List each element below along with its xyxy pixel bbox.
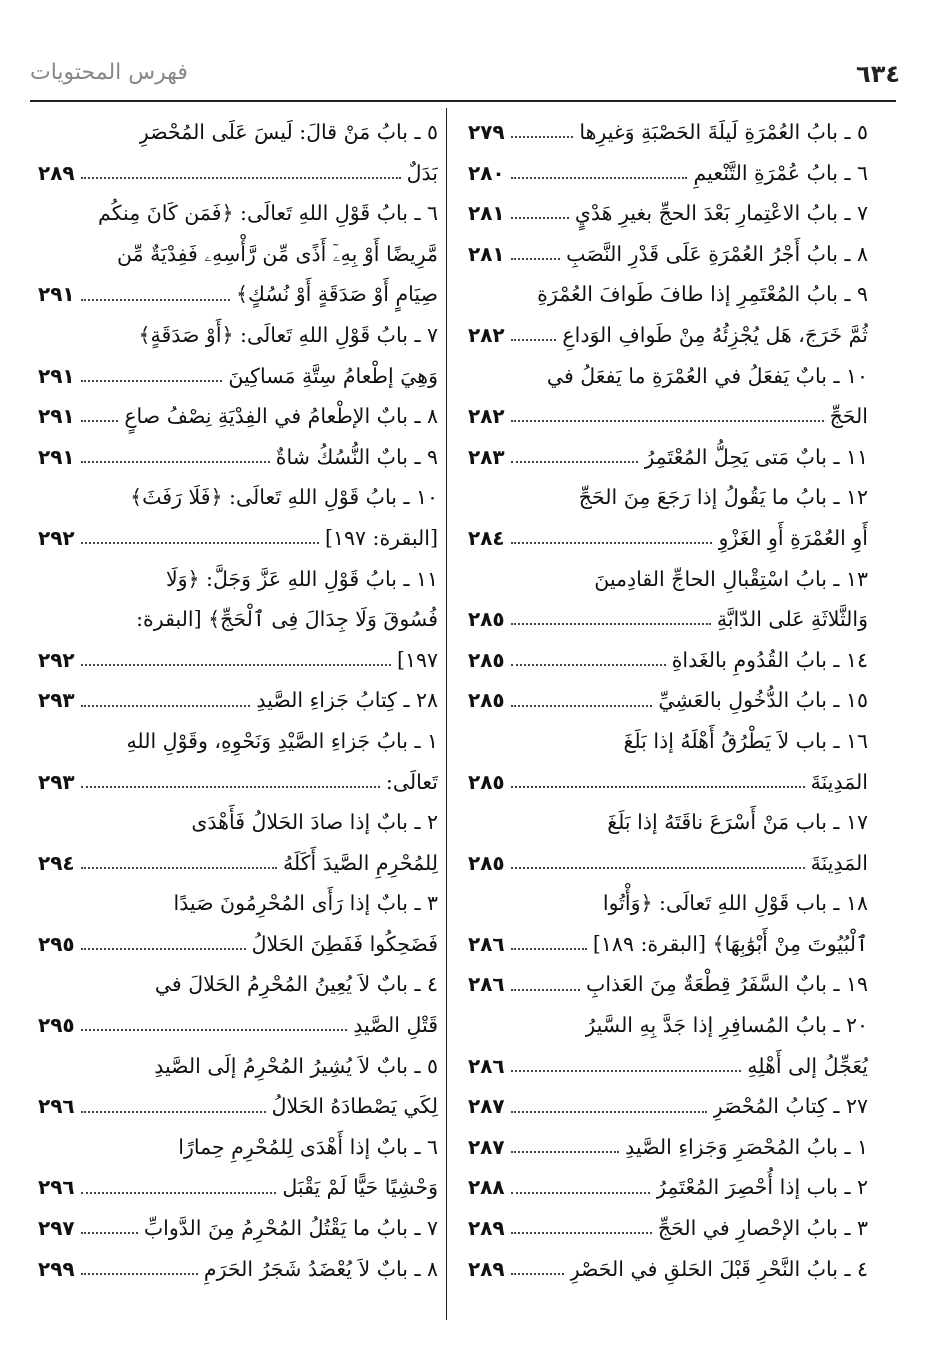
toc-entry-text: ٦ ـ بابُ قَوْلِ اللهِ تَعالَى: ﴿فَمَن كَانَ مِنكُم <box>98 201 438 226</box>
dot-leader <box>511 217 569 219</box>
dot-leader <box>81 948 246 950</box>
dot-leader <box>511 1232 652 1234</box>
toc-entry-line <box>468 964 868 1005</box>
dot-leader <box>511 948 587 950</box>
toc-page-number: ٢٩٦ <box>38 1175 75 1200</box>
toc-entry-text: ١١ ـ بابٌ مَتى يَحِلُّ المُعْتَمِرُ <box>644 444 868 469</box>
toc-entry-line <box>468 518 868 559</box>
dot-leader <box>81 786 380 788</box>
toc-entry-line <box>468 1167 868 1208</box>
dot-leader <box>81 420 119 422</box>
toc-page-number: ٢٨٩ <box>468 1256 505 1281</box>
toc-entry-line <box>468 883 868 924</box>
toc-entry-text: تَعالَى: <box>385 769 438 794</box>
toc-entry-line <box>38 721 438 762</box>
toc-entry-line <box>38 112 438 153</box>
dot-leader <box>81 664 391 666</box>
toc-entry-line <box>38 518 438 559</box>
toc-entry-text: ٣ ـ بابٌ إذا رَأَى المُحْرِمُونَ صَيدًا <box>173 891 438 916</box>
toc-entry-line <box>468 680 868 721</box>
toc-entry-line <box>468 356 868 397</box>
toc-page-number: ٢٨٦ <box>468 931 505 956</box>
toc-entry-line <box>468 721 868 762</box>
toc-entry-text: ٥ ـ بابٌ لاَ يُشِيرُ المُحْرِمُ إلَى الصَّيدِ <box>154 1053 438 1078</box>
toc-entry-line <box>38 315 438 356</box>
toc-entry-text: بَدَلٌ <box>406 160 438 185</box>
toc-page-number: ٢٨٥ <box>468 850 505 875</box>
toc-page-number: ٢٩٩ <box>38 1256 75 1281</box>
toc-page-number: ٢٨٢ <box>468 322 505 347</box>
dot-leader <box>511 705 653 707</box>
toc-page-number: ٢٩٦ <box>38 1094 75 1119</box>
toc-entry-text: ٧ ـ بابُ قَوْلِ اللهِ تَعالَى: ﴿أَوْ صَدَقَةٍ﴾ <box>138 322 438 347</box>
toc-entry-line <box>468 1005 868 1046</box>
toc-entry-text: ١٧ ـ باب مَنْ أَسْرَعَ ناقَتَهُ إذا بَلَغَ <box>607 810 868 835</box>
toc-page-number: ٢٩٢ <box>38 647 75 672</box>
toc-entry-text: لِلمُحْرِمِ الصَّيدَ أَكَلَهُ <box>282 850 438 875</box>
dot-leader <box>511 461 639 463</box>
dot-leader <box>511 786 805 788</box>
toc-entry-line <box>468 924 868 965</box>
toc-entry-line <box>38 924 438 965</box>
toc-entry-line <box>468 396 868 437</box>
toc-entry-text: المَدِينَةَ <box>810 769 868 794</box>
toc-entry-text: [البقرة: ١٩٧] <box>324 525 438 550</box>
toc-entry-text: ١٩٧] <box>396 647 438 672</box>
toc-entry-text: ٦ ـ بابُ عُمْرَةِ التَّنْعيمِ <box>693 160 868 185</box>
toc-entry-line <box>38 437 438 478</box>
toc-entry-text: ١٠ ـ بابٌ يَفعَلُ في العُمْرَةِ ما يَفعَلُ في <box>546 363 868 388</box>
toc-entry-line <box>38 680 438 721</box>
toc-entry-text: مَّرِيضًا أَوْ بِهِۦٓ أَذًى مِّن رَّأْسِهِۦ فَفِدْيَةٌ مِّن <box>117 241 438 266</box>
dot-leader <box>511 989 580 991</box>
dot-leader <box>511 420 824 422</box>
dot-leader <box>511 1273 564 1275</box>
toc-entry-line <box>38 559 438 600</box>
toc-page-number: ٢٩٧ <box>38 1216 75 1241</box>
running-head: فهرس المحتويات <box>30 60 188 85</box>
column-divider <box>446 108 447 1320</box>
toc-entry-line <box>38 599 438 640</box>
toc-entry-line <box>468 315 868 356</box>
dot-leader <box>511 258 560 260</box>
toc-entry-text: ٢ ـ باب إذا أُحْصِرَ المُعْتَمِرُ <box>656 1175 868 1200</box>
toc-page-number: ٢٩٣ <box>38 769 75 794</box>
toc-entry-text: ٱلْبُيُوتَ مِنْ أَبْوَٰبِهَا﴾ [البقرة: ١٨٩] <box>592 931 868 956</box>
toc-entry-text: ٢٨ ـ كِتابُ جَزاءِ الصَّيدِ <box>256 688 438 713</box>
toc-entry-line <box>468 762 868 803</box>
toc-entry-line <box>38 964 438 1005</box>
toc-page-number: ٢٩١ <box>38 444 75 469</box>
toc-page-number: ٢٩٥ <box>38 931 75 956</box>
dot-leader <box>81 1232 138 1234</box>
toc-entry-line <box>38 1127 438 1168</box>
dot-leader <box>81 542 319 544</box>
toc-entry-line <box>38 1005 438 1046</box>
toc-entry-text: ١٨ ـ باب قَوْلِ اللهِ تَعالَى: ﴿وَأْتُوا <box>602 891 868 916</box>
toc-page-number: ٢٨٧ <box>468 1134 505 1159</box>
toc-entry-line <box>38 153 438 194</box>
toc-entry-line <box>468 1127 868 1168</box>
toc-entry-text: ١٢ ـ بابُ ما يَقُولُ إذا رَجَعَ مِنَ الحَجِّ <box>578 485 868 510</box>
toc-page-number: ٢٨٥ <box>468 769 505 794</box>
dot-leader <box>511 177 688 179</box>
toc-entry-text: وَالثَّلاثَةِ عَلى الدّابَّةِ <box>716 607 868 632</box>
toc-entry-line <box>38 640 438 681</box>
toc-page-number: ٢٧٩ <box>468 120 505 144</box>
toc-right-column <box>468 112 868 1289</box>
toc-entry-line <box>38 1086 438 1127</box>
toc-entry-text: ٧ ـ بابُ الاعْتِمارِ بَعْدَ الحجِّ بغيرِ هَدْيٍ <box>574 201 868 226</box>
dot-leader <box>81 177 401 179</box>
dot-leader <box>511 867 805 869</box>
toc-entry-text: ٨ ـ بابٌ الإطْعامُ في الفِدْيَةِ نِصْفُ صاعٍ <box>124 404 438 429</box>
dot-leader <box>81 1029 348 1031</box>
dot-leader <box>81 867 277 869</box>
toc-entry-line <box>38 193 438 234</box>
toc-entry-line <box>38 1167 438 1208</box>
toc-page-number: ٢٨٩ <box>468 1216 505 1241</box>
toc-entry-text: أَوِ العُمْرَةِ أَوِ الغَزْوِ <box>718 525 868 550</box>
toc-entry-text: ١٦ ـ باب لاَ يَطْرُقُ أَهْلَهُ إذا بَلَغَ <box>623 728 868 753</box>
toc-page-number: ٢٩١ <box>38 404 75 429</box>
toc-entry-text: المَدِينَةَ <box>810 850 868 875</box>
dot-leader <box>511 623 711 625</box>
toc-entry-line <box>468 1208 868 1249</box>
toc-page-number: ٢٨٠ <box>468 160 505 185</box>
toc-page-number: ٢٩١ <box>38 363 75 388</box>
toc-entry-text: ثُمَّ خَرَجَ، هَل يُجْزِئُهُ مِنْ طَوافِ الوَداعِ <box>562 322 868 347</box>
toc-entry-line <box>468 1249 868 1290</box>
toc-page-number: ٢٨٦ <box>468 972 505 997</box>
dot-leader <box>511 1070 742 1072</box>
toc-entry-line <box>468 1086 868 1127</box>
toc-page-number: ٢٨٣ <box>468 444 505 469</box>
toc-entry-line <box>468 1046 868 1087</box>
toc-page-number: ٢٨٤ <box>468 525 505 550</box>
dot-leader <box>81 299 230 301</box>
toc-left-column <box>38 112 438 1289</box>
toc-entry-line <box>38 356 438 397</box>
toc-entry-line <box>468 153 868 194</box>
toc-entry-text: ١ ـ بابُ جَزاءِ الصَّيْدِ وَنَحْوِهِ، وقَوْلِ اللهِ <box>126 728 438 753</box>
toc-entry-line <box>468 843 868 884</box>
toc-entry-line <box>38 477 438 518</box>
toc-entry-line <box>38 843 438 884</box>
toc-entry-text: ٦ ـ بابٌ إذا أَهْدَى لِلمُحْرِمِ حِمارًا <box>178 1134 438 1159</box>
toc-page-number: ٢٩٢ <box>38 525 75 550</box>
toc-entry-text: فَضَحِكُوا فَفَطِنَ الحَلالُ <box>251 931 438 956</box>
toc-page-number: ٢٨٩ <box>38 160 75 185</box>
toc-page-number: ٢٨١ <box>468 201 505 226</box>
toc-entry-text: ٤ ـ بابٌ لاَ يُعِينُ المُحْرِمُ الحَلالَ في <box>154 972 438 997</box>
toc-entry-line <box>468 559 868 600</box>
toc-entry-text: ٩ ـ بابٌ النُّسُكُ شاةٌ <box>275 444 438 469</box>
toc-entry-line <box>468 802 868 843</box>
toc-entry-text: ٤ ـ بابُ النَّحْرِ قَبْلَ الحَلقِ في الحَصْرِ <box>569 1256 868 1281</box>
toc-entry-line <box>38 274 438 315</box>
toc-entry-text: فُسُوقَ وَلَا جِدَالَ فِى ٱلْحَجِّ﴾ [البقرة: <box>136 607 438 632</box>
dot-leader <box>81 1192 277 1194</box>
toc-page-number: ٢٨٥ <box>468 688 505 713</box>
toc-entry-text: ٨ ـ بابُ أَجْرُ العُمْرَةِ عَلَى قَدْرِ النَّصَبِ <box>566 241 868 266</box>
dot-leader <box>511 136 574 138</box>
dot-leader <box>511 1151 620 1153</box>
toc-entry-text: لِكَي يَصْطادَهُ الحَلالُ <box>271 1094 438 1119</box>
toc-entry-line <box>38 234 438 275</box>
toc-entry-text: ٩ ـ بابُ المُعْتَمِرِ إذا طافَ طَوافَ العُمْرَةِ <box>537 282 868 307</box>
dot-leader <box>81 461 270 463</box>
dot-leader <box>81 1111 266 1113</box>
toc-entry-text: ١٠ ـ بابُ قَوْلِ اللهِ تَعالَى: ﴿فَلَا رَفَثَ﴾ <box>130 485 438 510</box>
toc-entry-line <box>38 1249 438 1290</box>
toc-entry-text: ١٩ ـ بابٌ السَّفَرُ قِطْعَةٌ مِنَ العَذابِ <box>586 972 868 997</box>
toc-entry-text: ٣ ـ بابُ الإحْصارِ في الحَجِّ <box>657 1216 868 1241</box>
toc-page-number: ٢٨٥ <box>468 607 505 632</box>
dot-leader <box>511 542 713 544</box>
dot-leader <box>511 1192 651 1194</box>
toc-entry-line <box>468 640 868 681</box>
toc-entry-text: ١ ـ بابُ المُحْصَرِ وَجَزاءِ الصَّيدِ <box>625 1134 868 1159</box>
toc-entry-line <box>468 193 868 234</box>
header-rule <box>30 100 896 102</box>
toc-entry-line <box>38 802 438 843</box>
toc-entry-text: وَحْشِيًا حَيًّا لَمْ يَقْبَل <box>282 1175 438 1200</box>
toc-entry-line <box>468 599 868 640</box>
toc-entry-line <box>38 1208 438 1249</box>
toc-page-number: ٢٨٨ <box>468 1175 505 1200</box>
toc-page-number: ٢٩٥ <box>38 1013 75 1038</box>
toc-entry-text: ١١ ـ بابُ قَوْلِ اللهِ عَزَّ وَجَلَّ: ﴿وَلَا <box>165 566 438 591</box>
dot-leader <box>511 339 557 341</box>
toc-entry-text: يُعَجِّلُ إلى أَهْلِهِ <box>747 1053 868 1078</box>
dot-leader <box>81 705 251 707</box>
toc-entry-text: ٢ ـ بابٌ إذا صادَ الحَلالُ فَأَهْدَى <box>191 810 438 835</box>
toc-page-number: ٢٩٣ <box>38 688 75 713</box>
toc-entry-text: الحَجِّ <box>829 404 868 429</box>
toc-entry-text: ٢٠ ـ بابُ المُسافِرِ إذا جَدَّ بِهِ السَّيرُ <box>585 1013 868 1038</box>
toc-page-number: ٢٩٤ <box>38 850 75 875</box>
toc-entry-text: قَتْلِ الصَّيدِ <box>353 1013 438 1038</box>
toc-page-number: ٢٩١ <box>38 282 75 307</box>
toc-entry-text: ٨ ـ بابٌ لاَ يُعْضَدُ شَجَرُ الحَرَمِ <box>203 1256 438 1281</box>
toc-entry-text: ٥ ـ بابُ مَنْ قالَ: لَيسَ عَلَى المُحْصَرِ <box>138 120 438 144</box>
dot-leader <box>81 1273 198 1275</box>
toc-entry-text: ٢٧ ـ كِتابُ المُحْصَرِ <box>712 1094 868 1119</box>
toc-page-number: ٢٨١ <box>468 241 505 266</box>
toc-entry-line <box>468 437 868 478</box>
toc-entry-line <box>468 477 868 518</box>
toc-entry-text: ٥ ـ بابُ العُمْرَةِ لَيلَةَ الحَصْبَةِ وَغيرِها <box>579 120 868 144</box>
page-number: ٦٣٤ <box>856 60 900 88</box>
toc-entry-line <box>468 274 868 315</box>
toc-entry-line <box>468 234 868 275</box>
dot-leader <box>511 664 666 666</box>
toc-entry-line <box>38 883 438 924</box>
toc-page-number: ٢٨٧ <box>468 1094 505 1119</box>
toc-entry-line <box>468 112 868 153</box>
toc-entry-line <box>38 396 438 437</box>
toc-entry-text: ١٥ ـ بابُ الدُّخُولِ بالعَشِيِّ <box>658 688 868 713</box>
toc-entry-text: صِيَامٍ أَوْ صَدَقَةٍ أَوْ نُسُكٍ﴾ <box>235 282 438 307</box>
dot-leader <box>81 380 223 382</box>
toc-entry-text: ١٣ ـ بابُ اسْتِقْبالِ الحاجِّ القادِمينَ <box>594 566 868 591</box>
toc-page-number: ٢٨٥ <box>468 647 505 672</box>
toc-entry-line <box>38 762 438 803</box>
toc-entry-line <box>38 1046 438 1087</box>
toc-page-number: ٢٨٦ <box>468 1053 505 1078</box>
dot-leader <box>511 1111 707 1113</box>
toc-page-number: ٢٨٢ <box>468 404 505 429</box>
toc-entry-text: ٧ ـ بابُ ما يَقْتُلُ المُحْرِمُ مِنَ الدَّوابِّ <box>143 1216 438 1241</box>
toc-entry-text: ١٤ ـ بابُ القُدُومِ بالغَداةِ <box>671 647 868 672</box>
toc-entry-text: وَهِيَ إطْعامُ سِتَّةِ مَساكِينَ <box>228 363 438 388</box>
